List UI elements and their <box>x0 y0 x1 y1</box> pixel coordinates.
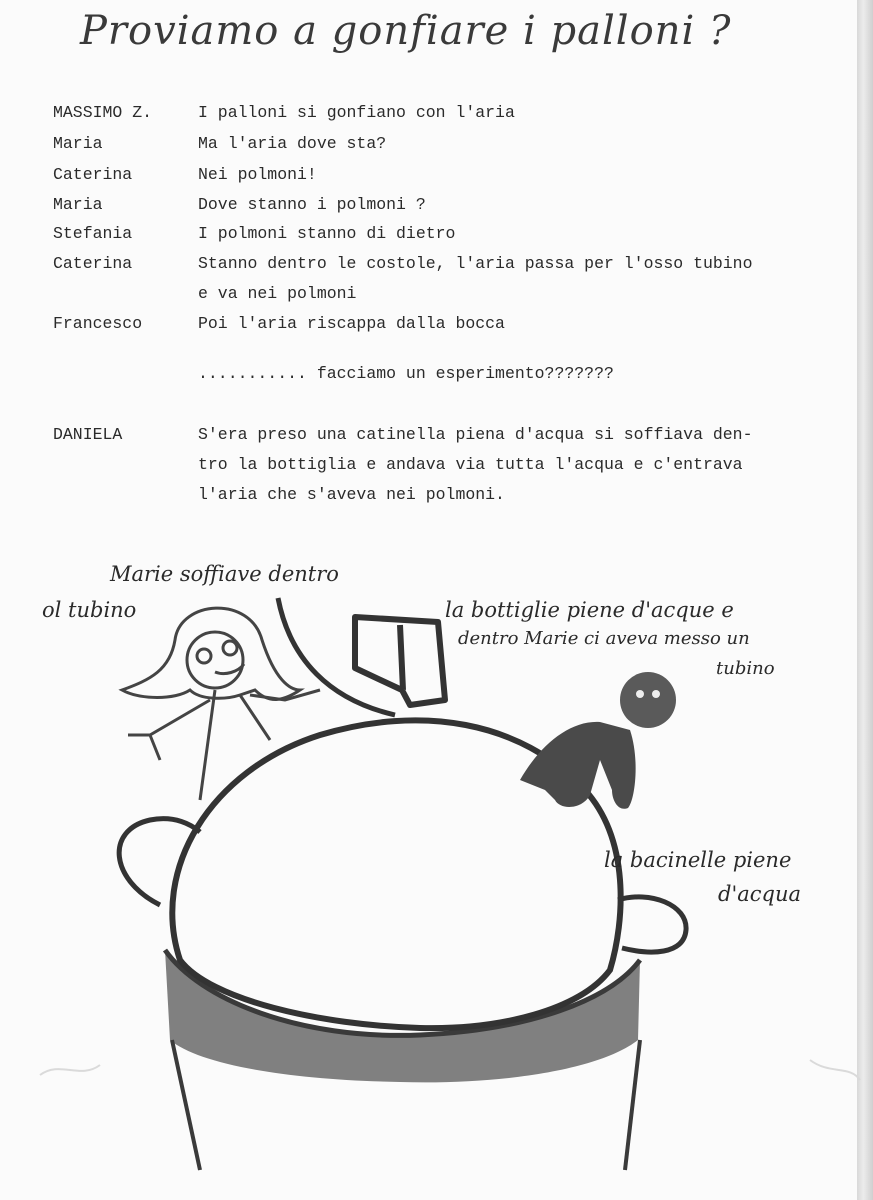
dialogue-line: I palloni si gonfiano con l'aria <box>198 103 515 122</box>
speaker-name: Maria <box>53 195 103 214</box>
basin-drawing <box>119 819 686 1170</box>
speaker-name: Maria <box>53 134 103 153</box>
caption-maria: Marie soffiave dentro <box>110 562 339 586</box>
caption-bottiglia-1: la bottiglie piene d'acque e <box>445 598 734 622</box>
speaker-name: MASSIMO Z. <box>53 103 153 122</box>
speaker-name: Caterina <box>53 254 133 273</box>
caption-bottiglia-3: tubino <box>716 658 775 679</box>
dialogue-line: S'era preso una catinella piena d'acqua si soffiava den- <box>198 425 753 444</box>
caption-tubino: ol tubino <box>42 598 137 622</box>
caption-bacinella-2: d'acqua <box>718 882 801 906</box>
dialogue-line: tro la bottiglia e andava via tutta l'acqua e c'entrava <box>198 455 743 474</box>
dialogue-line: Ma l'aria dove sta? <box>198 134 387 153</box>
dialogue-line: Nei polmoni! <box>198 165 317 184</box>
speaker-name: DANIELA <box>53 425 123 444</box>
caption-bacinella-1: la bacinelle piene <box>604 848 792 872</box>
boy-figure <box>520 672 676 809</box>
dialogue-line: Dove stanno i polmoni ? <box>198 195 426 214</box>
dialogue-line: I polmoni stanno di dietro <box>198 224 456 243</box>
dialogue-line: e va nei polmoni <box>198 284 357 303</box>
dialogue-line: Poi l'aria riscappa dalla bocca <box>198 314 505 333</box>
bottle-drawing <box>355 617 445 705</box>
caption-bottiglia-2: dentro Marie ci aveva messo un <box>458 628 750 649</box>
dialogue-line: Stanno dentro le costole, l'aria passa per l'osso tubino <box>198 254 753 273</box>
speaker-name: Caterina <box>53 165 133 184</box>
speaker-name: Stefania <box>53 224 133 243</box>
dialogue-line: l'aria che s'aveva nei polmoni. <box>198 485 505 504</box>
speaker-name: Francesco <box>53 314 143 333</box>
ellipsis-line: ........... facciamo un esperimento??????? <box>198 364 614 383</box>
page-title: Proviamo a gonfiare i palloni ? <box>80 8 732 54</box>
